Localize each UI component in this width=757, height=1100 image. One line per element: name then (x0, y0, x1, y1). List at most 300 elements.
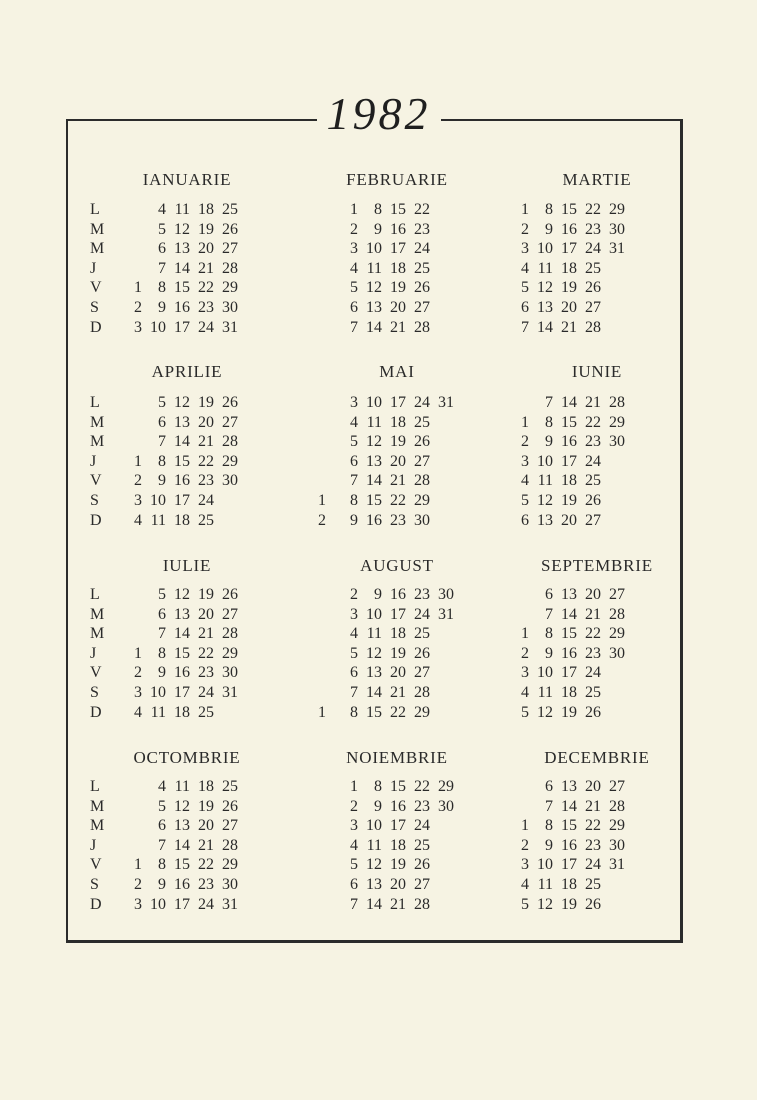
day-number: 15 (390, 778, 406, 795)
day-number: 16 (561, 220, 577, 238)
day-number: 4 (350, 625, 358, 643)
day-number: 31 (438, 605, 454, 623)
day-number: 29 (609, 201, 625, 218)
day-number: 27 (585, 511, 601, 529)
weekday-label: V (90, 856, 102, 874)
day-number: 3 (350, 394, 358, 411)
day-number: 29 (414, 703, 430, 721)
day-number: 17 (561, 452, 577, 470)
day-number: 30 (438, 586, 454, 603)
day-number: 11 (537, 259, 553, 277)
day-number: 13 (561, 778, 577, 795)
day-number: 9 (158, 472, 166, 490)
day-number: 6 (158, 605, 166, 623)
day-number: 18 (390, 413, 406, 431)
day-number: 30 (609, 220, 625, 238)
day-number: 1 (521, 413, 529, 431)
day-number: 9 (545, 644, 553, 662)
day-number: 16 (366, 511, 382, 529)
day-number: 12 (366, 279, 382, 297)
day-number: 21 (198, 259, 214, 277)
day-number: 22 (585, 413, 601, 431)
weekday-label: M (90, 413, 105, 431)
day-number: 26 (222, 394, 238, 411)
day-number: 2 (350, 220, 358, 238)
day-number: 20 (390, 875, 406, 893)
weekday-label: S (90, 683, 99, 701)
day-number: 18 (174, 703, 190, 721)
day-number: 27 (414, 298, 430, 316)
day-number: 11 (537, 683, 553, 701)
day-number: 1 (521, 817, 529, 835)
day-number: 23 (414, 220, 430, 238)
day-number: 3 (134, 491, 142, 509)
day-number: 19 (198, 797, 214, 815)
weekday-label: M (90, 240, 105, 258)
day-number: 4 (521, 683, 529, 701)
day-number: 24 (414, 605, 430, 623)
day-number: 16 (174, 472, 190, 490)
weekday-label: D (90, 511, 102, 529)
day-number: 2 (350, 797, 358, 815)
day-number: 23 (198, 298, 214, 316)
weekday-label: S (90, 875, 99, 893)
day-number: 4 (350, 259, 358, 277)
day-number: 29 (609, 817, 625, 835)
month-title-martie: MARTIE (562, 170, 632, 189)
day-number: 21 (198, 625, 214, 643)
day-number: 14 (561, 394, 577, 411)
day-number: 18 (390, 625, 406, 643)
day-number: 30 (222, 664, 238, 682)
day-number: 14 (561, 605, 577, 623)
weekday-label: M (90, 433, 105, 451)
day-number: 6 (158, 817, 166, 835)
day-number: 22 (390, 491, 406, 509)
day-number: 23 (414, 586, 430, 603)
day-number: 10 (537, 664, 553, 682)
day-number: 26 (414, 644, 430, 662)
day-number: 6 (521, 511, 529, 529)
day-number: 16 (174, 664, 190, 682)
day-number: 19 (390, 279, 406, 297)
day-number: 15 (366, 703, 382, 721)
day-number: 7 (350, 472, 358, 490)
day-number: 15 (561, 817, 577, 835)
day-number: 8 (374, 778, 382, 795)
day-number: 18 (561, 683, 577, 701)
day-number: 30 (222, 472, 238, 490)
day-number: 2 (350, 586, 358, 603)
day-number: 24 (585, 664, 601, 682)
weekday-label: J (90, 259, 97, 277)
day-number: 26 (585, 491, 601, 509)
weekday-labels (90, 393, 104, 530)
day-number: 15 (561, 201, 577, 218)
day-number: 2 (134, 664, 142, 682)
day-number: 20 (198, 817, 214, 835)
day-number: 18 (390, 259, 406, 277)
day-number: 25 (222, 201, 238, 218)
weekday-label: M (90, 817, 105, 835)
day-number: 20 (198, 605, 214, 623)
day-number: 17 (174, 683, 190, 701)
weekday-label: J (90, 452, 97, 470)
weekday-label: D (90, 703, 102, 721)
day-number: 25 (198, 703, 214, 721)
day-number: 20 (390, 298, 406, 316)
day-number: 27 (222, 413, 238, 431)
day-number: 28 (222, 259, 238, 277)
day-number: 23 (198, 875, 214, 893)
day-number: 22 (198, 644, 214, 662)
day-number: 5 (521, 491, 529, 509)
day-number: 17 (174, 318, 190, 336)
day-number: 12 (366, 433, 382, 451)
day-number: 19 (390, 644, 406, 662)
month-title-februarie: FEBRUARIE (346, 170, 448, 189)
day-number: 24 (585, 240, 601, 258)
day-number: 30 (609, 836, 625, 854)
weekday-labels (90, 200, 104, 337)
day-number: 20 (390, 452, 406, 470)
day-number: 16 (561, 433, 577, 451)
day-number: 10 (150, 318, 166, 336)
day-number: 12 (537, 703, 553, 721)
day-number: 6 (158, 413, 166, 431)
day-number: 26 (585, 895, 601, 913)
day-number: 8 (158, 644, 166, 662)
day-number: 11 (150, 703, 166, 721)
month-title-noiembrie: NOIEMBRIE (346, 748, 448, 767)
day-number: 30 (609, 433, 625, 451)
day-number: 26 (414, 433, 430, 451)
day-number: 19 (390, 433, 406, 451)
day-number: 7 (545, 394, 553, 411)
day-number: 31 (609, 856, 625, 874)
day-number: 13 (561, 586, 577, 603)
day-number: 6 (545, 778, 553, 795)
day-number: 29 (414, 491, 430, 509)
day-number: 22 (198, 856, 214, 874)
day-number: 5 (350, 433, 358, 451)
day-number: 7 (158, 259, 166, 277)
day-number: 11 (150, 511, 166, 529)
day-number: 22 (585, 625, 601, 643)
day-number: 12 (174, 220, 190, 238)
day-number: 18 (561, 875, 577, 893)
day-number: 22 (585, 817, 601, 835)
day-number: 22 (390, 703, 406, 721)
day-number: 1 (521, 201, 529, 218)
day-number: 15 (174, 452, 190, 470)
day-number: 16 (174, 298, 190, 316)
day-number: 19 (561, 279, 577, 297)
day-number: 26 (414, 856, 430, 874)
day-number: 26 (222, 220, 238, 238)
day-number: 7 (350, 895, 358, 913)
month-title-iulie: IULIE (162, 556, 212, 575)
day-number: 15 (174, 644, 190, 662)
day-number: 20 (390, 664, 406, 682)
day-number: 16 (561, 644, 577, 662)
weekday-label: L (90, 586, 100, 603)
day-number: 7 (545, 797, 553, 815)
weekday-label: V (90, 472, 102, 490)
day-number: 25 (414, 413, 430, 431)
day-number: 17 (390, 817, 406, 835)
day-number: 7 (158, 433, 166, 451)
day-number: 21 (198, 836, 214, 854)
day-number: 18 (561, 259, 577, 277)
weekday-label: J (90, 644, 97, 662)
day-number: 11 (366, 836, 382, 854)
day-number: 14 (366, 472, 382, 490)
day-number: 10 (150, 895, 166, 913)
month-title-august: AUGUST (360, 556, 434, 575)
day-number: 17 (561, 664, 577, 682)
day-number: 5 (350, 644, 358, 662)
day-number: 27 (414, 664, 430, 682)
day-number: 9 (374, 797, 382, 815)
day-number: 11 (537, 472, 553, 490)
day-number: 21 (198, 433, 214, 451)
day-number: 9 (374, 586, 382, 603)
day-number: 19 (561, 895, 577, 913)
day-number: 9 (158, 664, 166, 682)
day-number: 27 (609, 586, 625, 603)
day-number: 31 (609, 240, 625, 258)
day-number: 14 (561, 797, 577, 815)
day-number: 20 (561, 298, 577, 316)
day-number: 15 (174, 856, 190, 874)
day-number: 22 (198, 279, 214, 297)
weekday-label: V (90, 279, 102, 297)
day-number: 14 (174, 259, 190, 277)
month-title-septembrie: SEPTEMBRIE (541, 556, 653, 575)
day-number: 6 (350, 664, 358, 682)
day-number: 25 (585, 472, 601, 490)
day-number: 2 (134, 298, 142, 316)
day-number: 9 (545, 220, 553, 238)
day-number: 13 (537, 511, 553, 529)
day-number: 21 (390, 895, 406, 913)
day-number: 23 (585, 644, 601, 662)
day-number: 17 (390, 605, 406, 623)
day-number: 11 (366, 413, 382, 431)
day-number: 5 (521, 895, 529, 913)
day-number: 7 (545, 605, 553, 623)
day-number: 23 (585, 220, 601, 238)
day-number: 10 (366, 240, 382, 258)
day-number: 16 (561, 836, 577, 854)
day-number: 13 (537, 298, 553, 316)
day-number: 7 (158, 836, 166, 854)
day-number: 27 (222, 240, 238, 258)
day-number: 25 (414, 625, 430, 643)
day-number: 24 (198, 318, 214, 336)
day-number: 21 (390, 683, 406, 701)
day-number: 15 (174, 279, 190, 297)
weekday-label: D (90, 895, 102, 913)
day-number: 1 (350, 778, 358, 795)
day-number: 13 (174, 240, 190, 258)
day-number: 3 (521, 452, 529, 470)
day-number: 10 (537, 452, 553, 470)
day-number: 14 (366, 683, 382, 701)
day-number: 1 (350, 201, 358, 218)
day-number: 23 (390, 511, 406, 529)
day-number: 16 (390, 586, 406, 603)
day-number: 4 (158, 778, 166, 795)
day-number: 23 (585, 836, 601, 854)
day-number: 13 (366, 875, 382, 893)
day-number: 5 (158, 394, 166, 411)
day-number: 14 (174, 433, 190, 451)
day-number: 11 (174, 778, 190, 795)
day-number: 29 (222, 856, 238, 874)
day-number: 17 (561, 856, 577, 874)
day-number: 28 (414, 472, 430, 490)
year-heading (0, 86, 757, 142)
day-number: 6 (158, 240, 166, 258)
day-number: 31 (438, 394, 454, 411)
day-number: 5 (521, 279, 529, 297)
day-number: 27 (414, 875, 430, 893)
day-number: 31 (222, 683, 238, 701)
day-number: 25 (414, 836, 430, 854)
weekday-label: L (90, 778, 100, 795)
day-number: 10 (537, 240, 553, 258)
day-number: 8 (545, 413, 553, 431)
day-number: 21 (561, 318, 577, 336)
day-number: 24 (198, 491, 214, 509)
day-number: 5 (158, 220, 166, 238)
day-number: 27 (414, 452, 430, 470)
day-number: 25 (585, 875, 601, 893)
day-number: 4 (350, 836, 358, 854)
day-number: 28 (609, 394, 625, 411)
day-number: 9 (350, 511, 358, 529)
day-number: 14 (366, 895, 382, 913)
month-title-ianuarie: IANUARIE (142, 170, 232, 189)
month-title-iunie: IUNIE (571, 362, 623, 381)
day-number: 12 (174, 394, 190, 411)
day-number: 28 (414, 318, 430, 336)
day-number: 20 (561, 511, 577, 529)
weekday-label: S (90, 491, 99, 509)
day-number: 3 (134, 318, 142, 336)
day-number: 12 (366, 856, 382, 874)
day-number: 4 (158, 201, 166, 218)
day-number: 1 (521, 625, 529, 643)
day-number: 11 (366, 259, 382, 277)
day-number: 16 (174, 875, 190, 893)
day-number: 26 (414, 279, 430, 297)
day-number: 30 (438, 797, 454, 815)
day-number: 13 (174, 605, 190, 623)
day-number: 13 (174, 413, 190, 431)
day-number: 8 (545, 817, 553, 835)
month-title-decembrie: DECEMBRIE (544, 748, 650, 767)
day-number: 20 (585, 586, 601, 603)
day-number: 17 (390, 240, 406, 258)
day-number: 21 (585, 797, 601, 815)
day-number: 18 (561, 472, 577, 490)
day-number: 29 (438, 778, 454, 795)
day-number: 4 (521, 472, 529, 490)
day-number: 12 (537, 895, 553, 913)
day-number: 28 (609, 797, 625, 815)
day-number: 2 (521, 220, 529, 238)
day-number: 23 (198, 664, 214, 682)
weekday-label: J (90, 836, 97, 854)
day-number: 5 (350, 279, 358, 297)
day-number: 17 (561, 240, 577, 258)
day-number: 20 (198, 240, 214, 258)
day-number: 14 (537, 318, 553, 336)
day-number: 30 (222, 875, 238, 893)
day-number: 19 (390, 856, 406, 874)
day-number: 7 (350, 683, 358, 701)
day-number: 10 (366, 817, 382, 835)
day-number: 3 (521, 856, 529, 874)
day-number: 5 (350, 856, 358, 874)
day-number: 3 (350, 240, 358, 258)
day-number: 8 (158, 452, 166, 470)
day-number: 23 (414, 797, 430, 815)
day-number: 12 (174, 797, 190, 815)
day-number: 19 (561, 491, 577, 509)
day-number: 9 (545, 433, 553, 451)
day-number: 22 (414, 201, 430, 218)
day-number: 29 (222, 644, 238, 662)
day-number: 18 (174, 511, 190, 529)
day-number: 6 (350, 452, 358, 470)
day-number: 18 (198, 778, 214, 795)
day-number: 1 (134, 452, 142, 470)
day-number: 21 (585, 394, 601, 411)
day-number: 27 (222, 605, 238, 623)
day-number: 22 (414, 778, 430, 795)
day-number: 10 (366, 605, 382, 623)
day-number: 2 (521, 644, 529, 662)
day-number: 2 (521, 836, 529, 854)
day-number: 11 (537, 875, 553, 893)
day-number: 3 (521, 664, 529, 682)
day-number: 12 (537, 279, 553, 297)
day-number: 29 (609, 413, 625, 431)
day-number: 27 (585, 298, 601, 316)
day-number: 8 (545, 625, 553, 643)
day-number: 13 (366, 452, 382, 470)
day-number: 11 (174, 201, 190, 218)
day-number: 24 (414, 240, 430, 258)
day-number: 28 (222, 836, 238, 854)
day-number: 30 (222, 298, 238, 316)
day-number: 28 (414, 683, 430, 701)
day-number: 27 (222, 817, 238, 835)
day-number: 15 (366, 491, 382, 509)
weekday-label: M (90, 797, 105, 815)
day-number: 10 (537, 856, 553, 874)
day-number: 8 (350, 703, 358, 721)
day-number: 24 (585, 856, 601, 874)
weekday-labels (90, 585, 104, 722)
day-number: 26 (222, 797, 238, 815)
day-number: 2 (134, 472, 142, 490)
day-number: 2 (521, 433, 529, 451)
